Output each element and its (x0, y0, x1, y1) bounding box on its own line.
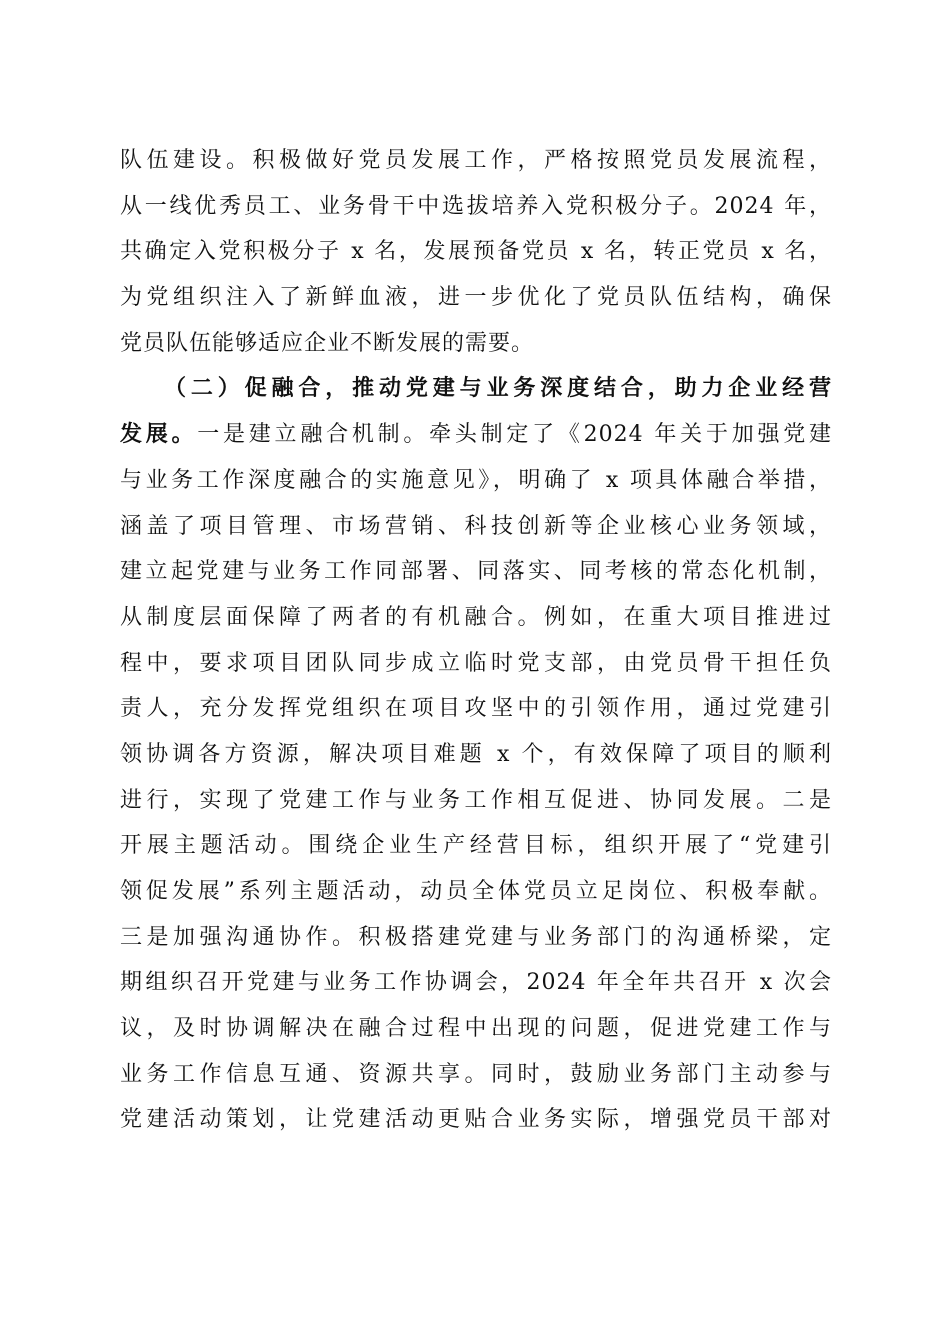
section-heading-end: 发展。 (120, 421, 198, 448)
text-line: 共确定入党积极分子 x 名，发展预备党员 x 名，转正党员 x 名， (120, 239, 832, 265)
text-line: 从一线优秀员工、业务骨干中选拔培养入党积极分子。2024 年， (120, 193, 832, 219)
paragraph-integration (120, 366, 832, 1143)
text-line (120, 412, 832, 458)
text-line: 建立起党建与业务工作同部署、同落实、同考核的常态化机制， (120, 559, 832, 585)
text-line: 领协调各方资源，解决项目难题 x 个，有效保障了项目的顺利 (120, 741, 832, 767)
text-line: 期组织召开党建与业务工作协调会，2024 年全年共召开 x 次会 (120, 970, 832, 996)
text-line: 进行，实现了党建工作与业务工作相互促进、协同发展。二是 (120, 787, 832, 813)
section-heading: （二）促融合，推动党建与业务深度结合，助力企业经营 (164, 375, 832, 402)
text-line: 从制度层面保障了两者的有机融合。例如，在重大项目推进过 (120, 604, 832, 630)
text-line: 涵盖了项目管理、市场营销、科技创新等企业核心业务领域， (120, 513, 832, 539)
text-line-rest: 一是建立融合机制。牵头制定了《2024 年关于加强党建 (197, 422, 832, 448)
text-line: 责人，充分发挥党组织在项目攻坚中的引领作用，通过党建引 (120, 696, 832, 722)
text-line: 开展主题活动。围绕企业生产经营目标，组织开展了“党建引 (120, 833, 832, 859)
text-line: 议，及时协调解决在融合过程中出现的问题，促进党建工作与 (120, 1016, 832, 1042)
text-line: 为党组织注入了新鲜血液，进一步优化了党员队伍结构，确保 (120, 285, 832, 311)
text-line: 业务工作信息互通、资源共享。同时，鼓励业务部门主动参与 (120, 1061, 832, 1087)
text-line: 程中，要求项目团队同步成立临时党支部，由党员骨干担任负 (120, 650, 832, 676)
text-line: 与业务工作深度融合的实施意见》，明确了 x 项具体融合举措， (120, 467, 832, 493)
text-line: 党员队伍能够适应企业不断发展的需要。 (120, 330, 535, 356)
text-line: 队伍建设。积极做好党员发展工作，严格按照党员发展流程， (120, 148, 832, 173)
document-body (120, 138, 832, 1143)
text-line: 三是加强沟通协作。积极搭建党建与业务部门的沟通桥梁，定 (120, 924, 832, 950)
paragraph-party-member-development (120, 138, 832, 366)
text-line: 党建活动策划，让党建活动更贴合业务实际，增强党员干部对 (120, 1107, 832, 1133)
text-line: 领促发展”系列主题活动，动员全体党员立足岗位、积极奉献。 (120, 879, 832, 904)
